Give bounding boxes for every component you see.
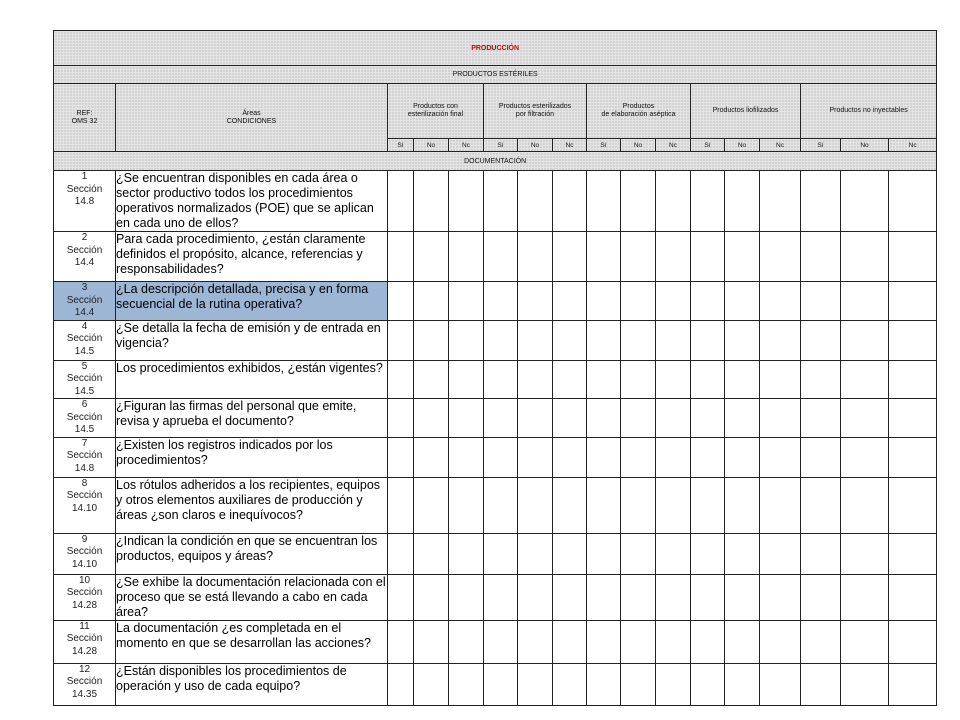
answer-cell[interactable] <box>621 360 656 399</box>
answer-cell[interactable] <box>587 663 621 705</box>
table-row <box>54 282 937 321</box>
answer-cell[interactable] <box>553 282 587 321</box>
answer-cell[interactable] <box>553 533 587 574</box>
answer-cell[interactable] <box>587 533 621 574</box>
answer-cell[interactable] <box>621 171 656 232</box>
reference-ref: 14.4 <box>74 257 95 268</box>
answer-cell[interactable] <box>725 533 760 574</box>
answer-cell[interactable] <box>841 574 889 620</box>
table-row <box>54 574 937 620</box>
answer-cell[interactable] <box>760 574 801 620</box>
reference-ref: 14.28 <box>71 599 98 611</box>
question-text: Los rótulos adheridos a los recipientes, equipos y otros elementos auxiliares de producción y áreas ¿son claros e inequívocos? <box>116 477 388 533</box>
reference-num: 9 <box>81 533 88 545</box>
reference-num: 4 <box>81 320 88 332</box>
answer-cell[interactable] <box>449 533 484 574</box>
answer-cell[interactable] <box>801 663 841 705</box>
answer-cell[interactable] <box>484 620 518 663</box>
answer-cell[interactable] <box>760 320 801 360</box>
answer-cell[interactable] <box>691 574 725 620</box>
answer-header-no: No <box>414 139 449 152</box>
column-header-0 <box>388 84 484 139</box>
conditions-label: CONDICIONES <box>226 117 277 125</box>
answer-cell[interactable] <box>414 663 449 705</box>
column-header-line1: Productos <box>622 103 655 110</box>
answer-cell[interactable] <box>518 232 553 282</box>
answer-cell[interactable] <box>553 663 587 705</box>
reference-num: 1 <box>81 171 88 182</box>
question-text: Los procedimientos exhibidos, ¿están vigentes? <box>116 360 388 399</box>
answer-cell[interactable] <box>553 399 587 438</box>
answer-cell[interactable] <box>841 360 889 399</box>
answer-cell[interactable] <box>760 477 801 533</box>
answer-cell[interactable] <box>518 282 553 321</box>
answer-cell[interactable] <box>656 574 691 620</box>
answer-cell[interactable] <box>889 533 937 574</box>
reference-num: 10 <box>78 574 91 586</box>
answer-cell[interactable] <box>725 663 760 705</box>
answer-cell[interactable] <box>691 282 725 321</box>
answer-cell[interactable] <box>841 171 889 232</box>
answer-cell[interactable] <box>388 477 414 533</box>
answer-cell[interactable] <box>449 477 484 533</box>
answer-cell[interactable] <box>760 282 801 321</box>
answer-header-si: Sí <box>801 139 841 152</box>
answer-cell[interactable] <box>553 477 587 533</box>
answer-cell[interactable] <box>725 232 760 282</box>
column-header-line1: Productos con <box>413 103 458 110</box>
answer-cell[interactable] <box>484 282 518 321</box>
answer-cell[interactable] <box>760 232 801 282</box>
reference-ref: 14.35 <box>71 688 98 700</box>
subsection-title: PRODUCTOS ESTÉRILES <box>54 66 937 84</box>
reference-num: 12 <box>78 663 91 675</box>
answer-cell[interactable] <box>518 477 553 533</box>
documentation-band: DOCUMENTACIÓN <box>54 152 937 171</box>
answer-cell[interactable] <box>656 620 691 663</box>
answer-cell[interactable] <box>388 232 414 282</box>
table-row <box>54 620 937 663</box>
table-row <box>54 171 937 232</box>
answer-cell[interactable] <box>621 663 656 705</box>
answer-cell[interactable] <box>760 437 801 477</box>
reference-ref: 14.5 <box>74 385 95 397</box>
answer-cell[interactable] <box>841 320 889 360</box>
answer-cell[interactable] <box>518 620 553 663</box>
answer-cell[interactable] <box>841 399 889 438</box>
answer-cell[interactable] <box>691 437 725 477</box>
reference-sec: Sección <box>66 490 103 501</box>
question-text: La documentación ¿es completada en el momento en que se desarrollan las acciones? <box>116 620 388 663</box>
answer-cell[interactable] <box>518 171 553 232</box>
answer-cell[interactable] <box>760 171 801 232</box>
table-row <box>54 399 937 438</box>
answer-cell[interactable] <box>656 282 691 321</box>
reference-sec: Sección <box>66 333 103 344</box>
reference-num: 6 <box>81 399 88 410</box>
answer-cell[interactable] <box>553 320 587 360</box>
row-reference <box>54 663 116 705</box>
answer-cell[interactable] <box>889 437 937 477</box>
table-row <box>54 477 937 533</box>
answer-cell[interactable] <box>841 620 889 663</box>
answer-cell[interactable] <box>414 399 449 438</box>
answer-cell[interactable] <box>801 171 841 232</box>
reference-num: 2 <box>81 232 88 243</box>
answer-cell[interactable] <box>621 533 656 574</box>
answer-cell[interactable] <box>760 620 801 663</box>
column-header-line2: por filtración <box>515 111 555 118</box>
row-reference <box>54 171 116 232</box>
answer-cell[interactable] <box>691 232 725 282</box>
answer-cell[interactable] <box>518 320 553 360</box>
answer-cell[interactable] <box>414 171 449 232</box>
answer-header-no: No <box>518 139 553 152</box>
answer-cell[interactable] <box>518 533 553 574</box>
answer-cell[interactable] <box>414 533 449 574</box>
reference-ref: 14.8 <box>74 462 95 474</box>
answer-header-nc: Nc <box>449 139 484 152</box>
answer-cell[interactable] <box>587 360 621 399</box>
answer-header-no: No <box>621 139 656 152</box>
reference-num: 8 <box>81 477 88 489</box>
row-reference <box>54 437 116 477</box>
answer-cell[interactable] <box>587 574 621 620</box>
answer-header-si: Sí <box>484 139 518 152</box>
question-text: ¿La descripción detallada, precisa y en forma secuencial de la rutina operativa? <box>116 282 388 321</box>
answer-cell[interactable] <box>841 282 889 321</box>
column-header-2 <box>587 84 691 139</box>
answer-cell[interactable] <box>484 533 518 574</box>
answer-cell[interactable] <box>414 282 449 321</box>
column-header-1 <box>484 84 587 139</box>
answer-cell[interactable] <box>484 171 518 232</box>
answer-header-si: Sí <box>587 139 621 152</box>
table-row <box>54 320 937 360</box>
answer-cell[interactable] <box>388 171 414 232</box>
answer-cell[interactable] <box>656 320 691 360</box>
answer-cell[interactable] <box>801 437 841 477</box>
checklist-table <box>53 30 937 706</box>
answer-cell[interactable] <box>889 282 937 321</box>
answer-cell[interactable] <box>621 399 656 438</box>
answer-cell[interactable] <box>449 360 484 399</box>
reference-sec: Sección <box>66 450 103 461</box>
reference-num: 3 <box>81 282 88 293</box>
answer-cell[interactable] <box>801 360 841 399</box>
question-text: ¿Están disponibles los procedimientos de operación y uso de cada equipo? <box>116 663 388 705</box>
row-reference <box>54 533 116 574</box>
row-reference <box>54 282 116 321</box>
answer-cell[interactable] <box>414 437 449 477</box>
answer-cell[interactable] <box>801 320 841 360</box>
question-text: ¿Se encuentran disponibles en cada área o sector productivo todos los procedimientos operativos normalizados (POE) que se aplican en cada uno de ellos? <box>116 171 388 232</box>
answer-cell[interactable] <box>388 399 414 438</box>
answer-cell[interactable] <box>725 171 760 232</box>
answer-cell[interactable] <box>691 620 725 663</box>
table-row <box>54 533 937 574</box>
column-header-line2: de elaboración aséptica <box>601 111 676 118</box>
answer-cell[interactable] <box>449 171 484 232</box>
answer-cell[interactable] <box>587 282 621 321</box>
reference-sec: Sección <box>66 633 103 644</box>
reference-sec: Sección <box>66 244 103 256</box>
reference-sec: Sección <box>66 294 103 306</box>
answer-cell[interactable] <box>388 320 414 360</box>
answer-cell[interactable] <box>621 282 656 321</box>
answer-cell[interactable] <box>621 232 656 282</box>
question-text: Para cada procedimiento, ¿están claramente definidos el propósito, alcance, referencias y responsabilidades? <box>116 232 388 282</box>
question-text: ¿Se detalla la fecha de emisión y de entrada en vigencia? <box>116 320 388 360</box>
answer-cell[interactable] <box>841 533 889 574</box>
answer-cell[interactable] <box>388 282 414 321</box>
answer-cell[interactable] <box>656 232 691 282</box>
reference-ref: 14.10 <box>71 502 98 514</box>
answer-cell[interactable] <box>656 663 691 705</box>
answer-cell[interactable] <box>656 399 691 438</box>
column-header-line1: Productos no inyectables <box>829 107 908 114</box>
answer-cell[interactable] <box>691 477 725 533</box>
areas-header <box>116 84 388 152</box>
reference-ref: 14.4 <box>74 307 95 318</box>
answer-cell[interactable] <box>801 533 841 574</box>
answer-cell[interactable] <box>656 437 691 477</box>
answer-cell[interactable] <box>621 620 656 663</box>
answer-cell[interactable] <box>691 320 725 360</box>
row-reference <box>54 620 116 663</box>
reference-sec: Sección <box>66 587 103 598</box>
answer-cell[interactable] <box>484 437 518 477</box>
answer-cell[interactable] <box>449 620 484 663</box>
answer-cell[interactable] <box>553 232 587 282</box>
answer-cell[interactable] <box>484 320 518 360</box>
answer-cell[interactable] <box>553 437 587 477</box>
answer-cell[interactable] <box>518 360 553 399</box>
table-row <box>54 360 937 399</box>
answer-cell[interactable] <box>484 663 518 705</box>
question-text: ¿Se exhibe la documentación relacionada con el proceso que se está llevando a cabo en cada área? <box>116 574 386 619</box>
answer-cell[interactable] <box>889 399 937 438</box>
answer-cell[interactable] <box>691 663 725 705</box>
answer-header-no: No <box>841 139 889 152</box>
areas-label: Áreas <box>242 109 261 117</box>
answer-header-nc: Nc <box>889 139 937 152</box>
answer-cell[interactable] <box>841 663 889 705</box>
table-row <box>54 232 937 282</box>
table-row <box>54 663 937 705</box>
column-header-line2: esterilización final <box>407 111 464 118</box>
answer-cell[interactable] <box>889 320 937 360</box>
question-text: ¿Figuran las firmas del personal que emite, revisa y aprueba el documento? <box>116 399 388 438</box>
answer-cell[interactable] <box>725 477 760 533</box>
answer-cell[interactable] <box>414 360 449 399</box>
reference-sec: Sección <box>66 676 103 687</box>
answer-cell[interactable] <box>388 437 414 477</box>
reference-sec: Sección <box>66 183 103 195</box>
answer-cell[interactable] <box>518 437 553 477</box>
answer-cell[interactable] <box>621 437 656 477</box>
answer-cell[interactable] <box>801 282 841 321</box>
answer-cell[interactable] <box>388 360 414 399</box>
answer-cell[interactable] <box>484 360 518 399</box>
answer-cell[interactable] <box>484 232 518 282</box>
answer-cell[interactable] <box>725 574 760 620</box>
answer-cell[interactable] <box>656 171 691 232</box>
answer-cell[interactable] <box>889 171 937 232</box>
answer-cell[interactable] <box>889 663 937 705</box>
answer-cell[interactable] <box>553 620 587 663</box>
question-text: ¿Indican la condición en que se encuentran los productos, equipos y áreas? <box>116 533 388 574</box>
row-reference <box>54 399 116 438</box>
answer-cell[interactable] <box>656 360 691 399</box>
answer-cell[interactable] <box>518 574 553 620</box>
answer-cell[interactable] <box>388 533 414 574</box>
answer-cell[interactable] <box>656 533 691 574</box>
answer-cell[interactable] <box>691 171 725 232</box>
ref-value: OMS 32 <box>71 117 98 125</box>
answer-cell[interactable] <box>449 282 484 321</box>
row-reference <box>54 477 116 533</box>
answer-cell[interactable] <box>414 477 449 533</box>
answer-cell[interactable] <box>553 574 587 620</box>
answer-cell[interactable] <box>889 620 937 663</box>
column-header-line1: Productos liofilizados <box>712 107 779 114</box>
answer-cell[interactable] <box>553 171 587 232</box>
question-text: ¿Existen los registros indicados por los procedimientos? <box>116 437 388 477</box>
answer-cell[interactable] <box>725 620 760 663</box>
answer-cell[interactable] <box>587 477 621 533</box>
answer-cell[interactable] <box>449 320 484 360</box>
answer-cell[interactable] <box>388 574 414 620</box>
answer-cell[interactable] <box>621 477 656 533</box>
table-row <box>54 437 937 477</box>
answer-cell[interactable] <box>414 320 449 360</box>
answer-header-si: Sí <box>691 139 725 152</box>
reference-ref: 14.10 <box>71 558 98 570</box>
answer-cell[interactable] <box>484 399 518 438</box>
reference-ref: 14.5 <box>74 345 95 357</box>
answer-cell[interactable] <box>889 477 937 533</box>
answer-cell[interactable] <box>484 574 518 620</box>
reference-num: 5 <box>81 360 88 372</box>
answer-header-nc: Nc <box>760 139 801 152</box>
reference-ref: 14.28 <box>71 645 98 657</box>
answer-cell[interactable] <box>725 282 760 321</box>
answer-cell[interactable] <box>587 620 621 663</box>
answer-cell[interactable] <box>449 663 484 705</box>
answer-cell[interactable] <box>587 399 621 438</box>
answer-cell[interactable] <box>414 232 449 282</box>
answer-cell[interactable] <box>760 663 801 705</box>
answer-cell[interactable] <box>449 399 484 438</box>
answer-header-nc: Nc <box>656 139 691 152</box>
reference-ref: 14.5 <box>74 424 95 435</box>
answer-cell[interactable] <box>621 574 656 620</box>
answer-cell[interactable] <box>841 232 889 282</box>
answer-cell[interactable] <box>484 477 518 533</box>
answer-cell[interactable] <box>691 533 725 574</box>
answer-cell[interactable] <box>889 360 937 399</box>
answer-cell[interactable] <box>518 399 553 438</box>
reference-sec: Sección <box>66 411 103 423</box>
answer-cell[interactable] <box>449 232 484 282</box>
answer-cell[interactable] <box>587 437 621 477</box>
answer-cell[interactable] <box>691 360 725 399</box>
answer-cell[interactable] <box>587 320 621 360</box>
answer-cell[interactable] <box>388 663 414 705</box>
answer-header-no: No <box>725 139 760 152</box>
answer-cell[interactable] <box>587 232 621 282</box>
column-header-3 <box>691 84 801 139</box>
answer-header-si: Sí <box>388 139 414 152</box>
answer-cell[interactable] <box>725 320 760 360</box>
answer-cell[interactable] <box>841 437 889 477</box>
answer-cell[interactable] <box>889 574 937 620</box>
answer-cell[interactable] <box>760 360 801 399</box>
answer-cell[interactable] <box>801 477 841 533</box>
answer-cell[interactable] <box>691 399 725 438</box>
answer-cell[interactable] <box>414 620 449 663</box>
answer-cell[interactable] <box>388 620 414 663</box>
column-header-line1: Productos esterilizados <box>498 103 572 110</box>
answer-cell[interactable] <box>587 171 621 232</box>
answer-cell[interactable] <box>889 232 937 282</box>
ref-header <box>54 84 116 152</box>
answer-cell[interactable] <box>449 437 484 477</box>
answer-cell[interactable] <box>414 574 449 620</box>
answer-cell[interactable] <box>449 574 484 620</box>
answer-cell[interactable] <box>725 399 760 438</box>
answer-cell[interactable] <box>841 477 889 533</box>
answer-cell[interactable] <box>725 437 760 477</box>
answer-cell[interactable] <box>801 574 841 620</box>
reference-num: 7 <box>81 437 88 449</box>
ref-label: REF: <box>76 109 93 117</box>
answer-cell[interactable] <box>518 663 553 705</box>
answer-cell[interactable] <box>760 399 801 438</box>
row-reference <box>54 320 116 360</box>
answer-cell[interactable] <box>801 620 841 663</box>
section-title: PRODUCCIÓN <box>54 31 937 66</box>
answer-cell[interactable] <box>553 360 587 399</box>
reference-sec: Sección <box>66 373 103 384</box>
reference-num: 11 <box>79 620 90 632</box>
column-header-4 <box>801 84 937 139</box>
answer-cell[interactable] <box>656 477 691 533</box>
reference-sec: Sección <box>66 546 103 557</box>
row-reference <box>54 360 116 399</box>
row-reference <box>54 232 116 282</box>
answer-cell[interactable] <box>801 399 841 438</box>
answer-cell[interactable] <box>725 360 760 399</box>
reference-ref: 14.8 <box>74 196 95 207</box>
answer-cell[interactable] <box>760 533 801 574</box>
answer-cell[interactable] <box>621 320 656 360</box>
answer-cell[interactable] <box>801 232 841 282</box>
row-reference <box>54 574 116 620</box>
answer-header-nc: Nc <box>553 139 587 152</box>
